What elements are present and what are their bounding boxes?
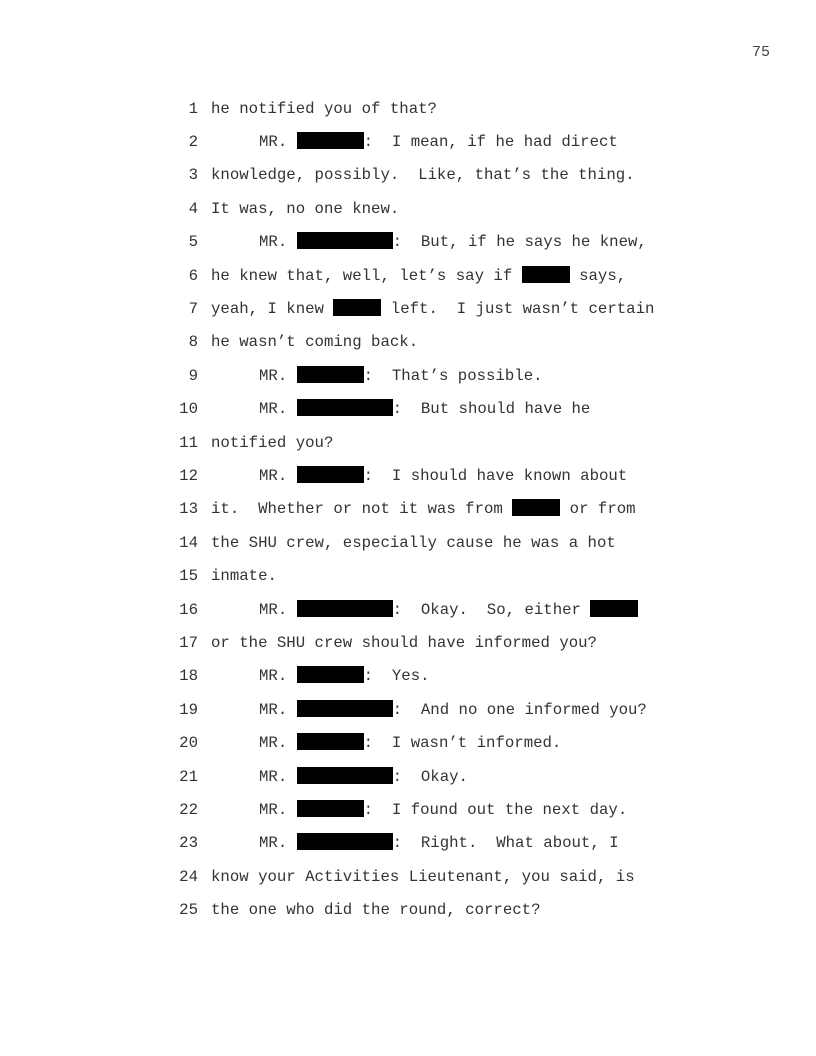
line-text: MR. : But, if he says he knew, bbox=[259, 233, 647, 252]
line-text: the one who did the round, correct? bbox=[211, 901, 541, 920]
transcript-line bbox=[170, 459, 730, 492]
redaction-block bbox=[333, 299, 381, 316]
line-text: It was, no one knew. bbox=[211, 199, 400, 218]
line-text: MR. : I wasn’t informed. bbox=[259, 734, 562, 753]
line-number: 1 bbox=[188, 99, 198, 118]
transcript-line bbox=[170, 426, 730, 459]
line-text: MR. : I should have known about bbox=[259, 466, 628, 485]
line-number: 19 bbox=[179, 700, 198, 719]
line-number: 8 bbox=[188, 333, 198, 352]
transcript-line bbox=[170, 893, 730, 926]
transcript-line bbox=[170, 92, 730, 125]
transcript-line bbox=[170, 526, 730, 559]
transcript-body bbox=[170, 92, 730, 927]
redaction-block bbox=[297, 767, 393, 784]
redaction-block bbox=[297, 132, 364, 149]
line-number: 5 bbox=[188, 233, 198, 252]
line-number: 9 bbox=[188, 366, 198, 385]
transcript-line bbox=[170, 860, 730, 893]
line-number: 17 bbox=[179, 633, 198, 652]
line-number: 11 bbox=[179, 433, 198, 452]
line-text: inmate. bbox=[211, 567, 277, 586]
redaction-block bbox=[297, 232, 393, 249]
transcript-line bbox=[170, 760, 730, 793]
line-text: MR. : I found out the next day. bbox=[259, 800, 628, 819]
line-number: 22 bbox=[179, 800, 198, 819]
line-text: knowledge, possibly. Like, that’s the thing. bbox=[211, 166, 635, 185]
line-number: 14 bbox=[179, 533, 198, 552]
transcript-line bbox=[170, 793, 730, 826]
line-number: 7 bbox=[188, 300, 198, 319]
transcript-line bbox=[170, 559, 730, 592]
line-number: 18 bbox=[179, 667, 198, 686]
redaction-block bbox=[297, 733, 364, 750]
redaction-block bbox=[590, 600, 638, 617]
transcript-line bbox=[170, 593, 730, 626]
line-number: 15 bbox=[179, 567, 198, 586]
redaction-block bbox=[522, 266, 570, 283]
line-text: he notified you of that? bbox=[211, 99, 437, 118]
transcript-line bbox=[170, 125, 730, 158]
page-number: 75 bbox=[751, 44, 770, 61]
redaction-block bbox=[297, 833, 393, 850]
transcript-line bbox=[170, 493, 730, 526]
line-number: 12 bbox=[179, 466, 198, 485]
line-text: he knew that, well, let’s say if says, bbox=[211, 266, 627, 285]
line-number: 6 bbox=[188, 266, 198, 285]
line-number: 21 bbox=[179, 767, 198, 786]
line-text: MR. : I mean, if he had direct bbox=[259, 133, 618, 152]
line-number: 3 bbox=[188, 166, 198, 185]
line-number: 20 bbox=[179, 734, 198, 753]
transcript-line bbox=[170, 726, 730, 759]
line-number: 2 bbox=[188, 133, 198, 152]
transcript-line bbox=[170, 359, 730, 392]
transcript-line bbox=[170, 326, 730, 359]
line-number: 24 bbox=[179, 867, 198, 886]
transcript-line bbox=[170, 626, 730, 659]
redaction-block bbox=[297, 466, 364, 483]
transcript-line bbox=[170, 292, 730, 325]
line-text: or the SHU crew should have informed you? bbox=[211, 633, 597, 652]
line-number: 4 bbox=[188, 199, 198, 218]
transcript-line bbox=[170, 827, 730, 860]
redaction-block bbox=[297, 800, 364, 817]
line-text: MR. : Yes. bbox=[259, 667, 430, 686]
line-text: MR. : But should have he bbox=[259, 400, 591, 419]
transcript-line bbox=[170, 192, 730, 225]
transcript-line bbox=[170, 660, 730, 693]
line-text: notified you? bbox=[211, 433, 334, 452]
line-text: he wasn’t coming back. bbox=[211, 333, 419, 352]
line-text: know your Activities Lieutenant, you said, is bbox=[211, 867, 635, 886]
line-text: yeah, I knew left. I just wasn’t certain bbox=[211, 300, 655, 319]
transcript-line bbox=[170, 259, 730, 292]
line-text: MR. : Okay. bbox=[259, 767, 468, 786]
line-text: MR. : That’s possible. bbox=[259, 366, 543, 385]
line-text: MR. : Okay. So, either bbox=[211, 598, 638, 622]
line-number: 13 bbox=[179, 500, 198, 519]
redaction-block bbox=[297, 600, 393, 617]
transcript-line bbox=[170, 226, 730, 259]
redaction-block bbox=[297, 399, 393, 416]
line-text: it. Whether or not it was from or from bbox=[211, 500, 636, 519]
line-number: 25 bbox=[179, 901, 198, 920]
transcript-line bbox=[170, 693, 730, 726]
redaction-block bbox=[512, 499, 560, 516]
redaction-block bbox=[297, 366, 364, 383]
redaction-block bbox=[297, 700, 393, 717]
transcript-line bbox=[170, 393, 730, 426]
line-number: 16 bbox=[179, 600, 198, 619]
line-number: 23 bbox=[179, 834, 198, 853]
redaction-block bbox=[297, 666, 364, 683]
line-text: MR. : And no one informed you? bbox=[259, 700, 647, 719]
line-text: the SHU crew, especially cause he was a hot bbox=[211, 533, 616, 552]
transcript-line bbox=[170, 159, 730, 192]
line-number: 10 bbox=[179, 400, 198, 419]
line-text: MR. : Right. What about, I bbox=[259, 834, 619, 853]
